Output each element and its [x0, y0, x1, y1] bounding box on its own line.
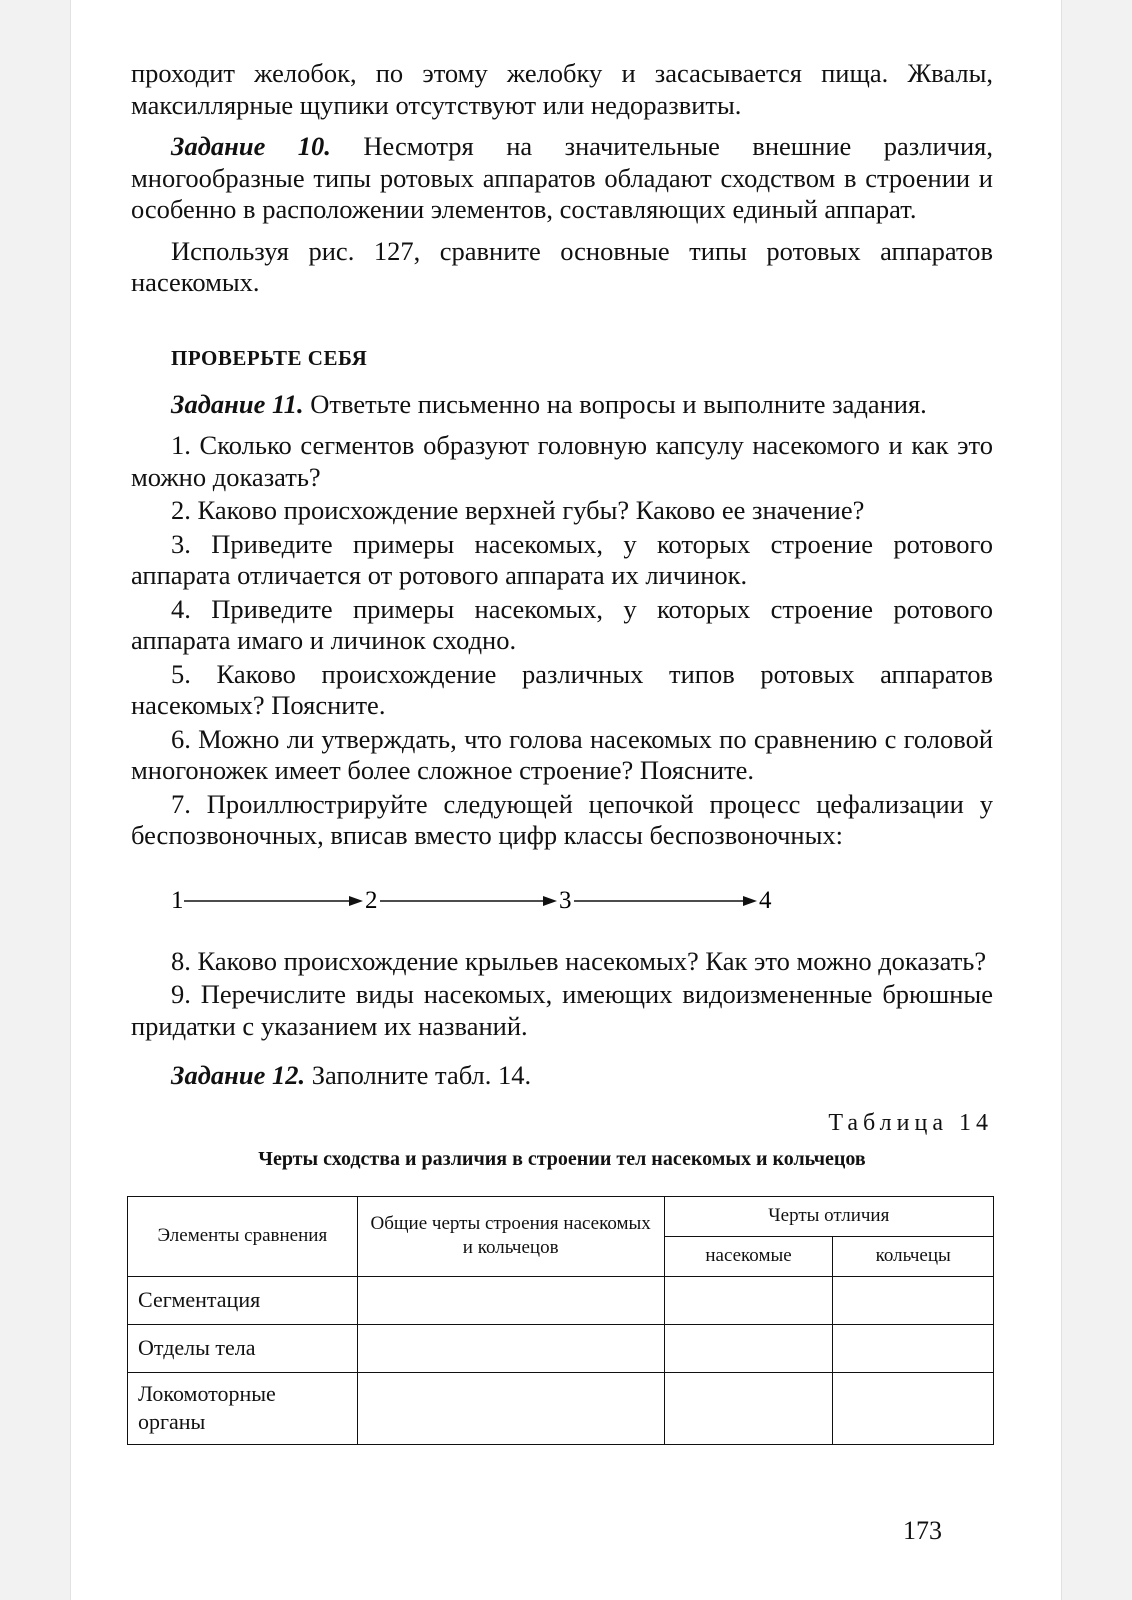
- chain-arrowhead-2: [543, 896, 557, 906]
- row-label-locomotor-organs: Локомоторные органы: [128, 1372, 358, 1444]
- task-10-paragraph: [131, 131, 993, 226]
- table-row: [128, 1276, 994, 1324]
- row-label-body-sections: Отделы тела: [128, 1324, 358, 1372]
- header-common: Общие черты строения насекомых и кольчецов: [357, 1196, 664, 1276]
- chain-diagram: [131, 852, 831, 936]
- cell-annelids[interactable]: [833, 1324, 994, 1372]
- header-differences: Черты отличия: [664, 1196, 993, 1236]
- table-row: [128, 1372, 994, 1444]
- question-9: 9. Перечислите виды насекомых, имеющих видоизмененные брюшные придатки с указанием их названий.: [131, 979, 993, 1041]
- question-2: 2. Каково происхождение верхней губы? Каково ее значение?: [171, 495, 865, 525]
- chain-arrowhead-1: [349, 896, 363, 906]
- chain-number-3: 3: [559, 886, 572, 914]
- chain-arrowhead-3: [743, 896, 757, 906]
- chain-number-4: 4: [759, 886, 772, 914]
- task-10-text: Несмотря на значительные внешние различия, многообразные типы ротовых аппаратов обладают сходством в строении и особенно в расположении элементов, составляющих единый аппарат.: [131, 131, 993, 224]
- cell-insects[interactable]: [664, 1324, 833, 1372]
- comparison-table: [127, 1196, 994, 1445]
- task-11-label: Задание 11.: [171, 388, 304, 419]
- page-number: 173: [903, 1516, 942, 1545]
- cephalization-chain: [131, 852, 993, 936]
- cell-insects[interactable]: [664, 1372, 833, 1444]
- question-5: 5. Каково происхождение различных типов ротовых аппаратов насекомых? Поясните.: [131, 658, 993, 720]
- header-insects: насекомые: [664, 1236, 833, 1276]
- task-12-text: Заполните табл. 14.: [305, 1060, 532, 1090]
- task-12-label: Задание 12.: [171, 1060, 306, 1090]
- cell-insects[interactable]: [664, 1276, 833, 1324]
- cell-common[interactable]: [357, 1372, 664, 1444]
- cell-annelids[interactable]: [833, 1372, 994, 1444]
- question-4: 4. Приведите примеры насекомых, у которых строение ротового аппарата имаго и личинок сходно.: [131, 593, 993, 655]
- table-caption: Таблица 14: [828, 1109, 993, 1136]
- table-header-row: [128, 1196, 994, 1236]
- task-10-extra: Используя рис. 127, сравните основные типы ротовых аппаратов насекомых.: [131, 235, 993, 297]
- task-11-text: Ответьте письменно на вопросы и выполните задания.: [303, 388, 927, 419]
- header-elements: Элементы сравнения: [128, 1196, 358, 1276]
- cell-common[interactable]: [357, 1324, 664, 1372]
- question-6: 6. Можно ли утверждать, что голова насекомых по сравнению с головой многоножек имеет более сложное строение? Поясните.: [131, 723, 993, 785]
- document-page: [70, 0, 1062, 1600]
- row-label-segmentation: Сегментация: [128, 1276, 358, 1324]
- table-row: [128, 1324, 994, 1372]
- question-1: 1. Сколько сегментов образуют головную капсулу насекомого и как это можно доказать?: [131, 430, 993, 492]
- chain-number-2: 2: [365, 886, 378, 914]
- task-11-paragraph: [131, 389, 993, 421]
- header-annelids: кольчецы: [833, 1236, 994, 1276]
- question-8: 8. Каково происхождение крыльев насекомых? Как это можно доказать?: [171, 945, 987, 976]
- question-3: 3. Приведите примеры насекомых, у которых строение ротового аппарата отличается от ротового аппарата их личинок.: [131, 528, 993, 590]
- cell-common[interactable]: [357, 1276, 664, 1324]
- task-12-paragraph: [131, 1060, 993, 1092]
- page-content: [131, 58, 993, 1445]
- paragraph-continuation: проходит желобок, по этому желобку и засасывается пища. Жвалы, максиллярные щупики отсутствуют или недоразвиты.: [131, 58, 993, 120]
- section-heading: ПРОВЕРЬТЕ СЕБЯ: [171, 345, 368, 370]
- table-title: Черты сходства и различия в строении тел насекомых и кольчецов: [258, 1147, 866, 1170]
- question-7: 7. Проиллюстрируйте следующей цепочкой процесс цефализации у беспозвоночных, вписав вместо цифр классы беспозвоночных:: [131, 788, 993, 850]
- chain-number-1: 1: [171, 886, 184, 914]
- cell-annelids[interactable]: [833, 1276, 994, 1324]
- task-10-label: Задание 10.: [171, 131, 331, 161]
